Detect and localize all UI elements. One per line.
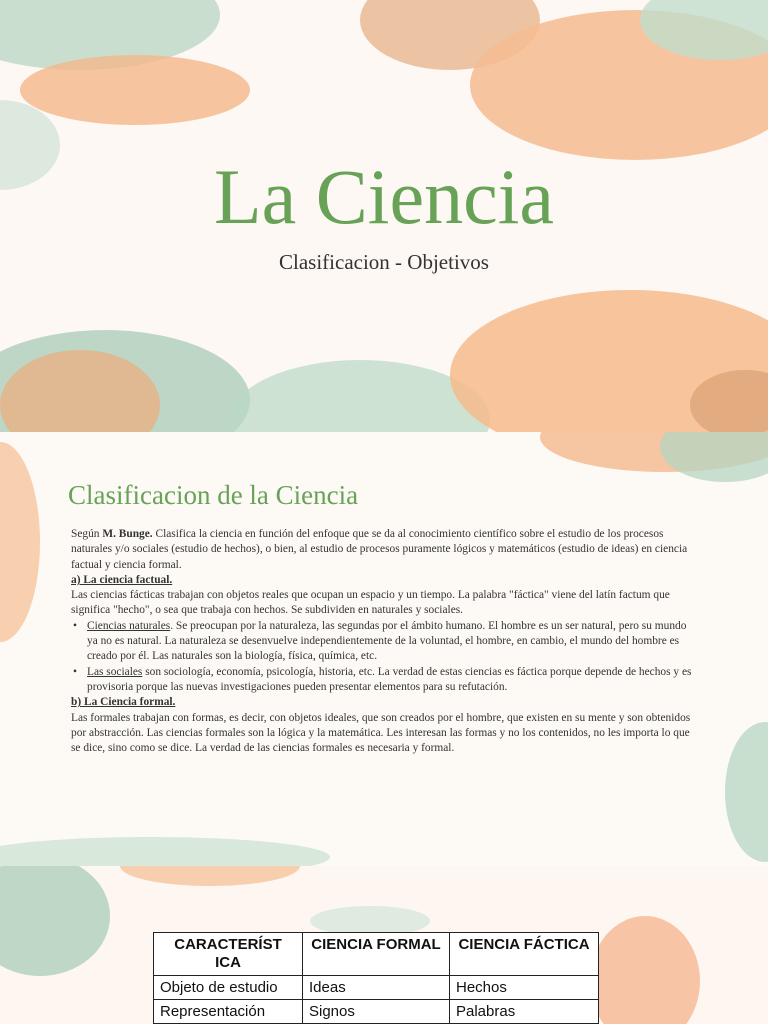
slide-title: La Ciencia xyxy=(214,153,554,240)
bullet-label: Las sociales xyxy=(87,665,143,678)
comparison-table xyxy=(153,932,599,1024)
header-cell: CIENCIA FÁCTICA xyxy=(450,933,599,976)
decor-blob xyxy=(20,55,250,125)
comparison-slide xyxy=(0,866,768,1024)
decor-blob xyxy=(0,837,330,866)
intro-prefix: Según xyxy=(71,528,103,540)
bullet-text: son sociología, economía, psicología, historia, etc. La verdad de estas ciencias es fáctica porque depende de hechos y es provisoria porque las nuevas investigaciones pueden presentar elementos para su refutación. xyxy=(87,665,692,693)
decor-blob xyxy=(660,432,768,482)
table-cell: Signos xyxy=(303,1000,450,1024)
table-cell: Palabras xyxy=(450,1000,599,1024)
classification-slide xyxy=(0,432,768,866)
table-cell: Ideas xyxy=(303,976,450,1000)
title-slide xyxy=(0,0,768,432)
body-text xyxy=(71,527,696,756)
list-item xyxy=(87,665,696,696)
decor-blob xyxy=(590,916,700,1024)
section-a-title: a) La ciencia factual. xyxy=(71,573,173,586)
table-row xyxy=(154,1000,599,1024)
slide-subtitle: Clasificacion - Objetivos xyxy=(279,250,489,274)
header-cell: CARACTERÍST ICA xyxy=(154,933,303,976)
decor-blob xyxy=(0,442,40,642)
section-a-text: Las ciencias fácticas trabajan con objetos reales que ocupan un espacio y un tiempo. La palabra "fáctica" viene del latín factum que significa "hecho", o sea que trabaja con hechos. Se subdividen en naturales y sociales. xyxy=(71,589,670,617)
intro-author: M. Bunge. xyxy=(102,528,153,540)
decor-blob xyxy=(0,866,110,976)
subdivision-list xyxy=(71,619,696,695)
table-cell: Hechos xyxy=(450,976,599,1000)
list-item xyxy=(87,619,696,665)
table-header-row xyxy=(154,933,599,976)
intro-text: Clasifica la ciencia en función del enfoque que se da al conocimiento científico sobre el estudio de los procesos naturales y/o sociales (estudio de hechos), o bien, al estudio de procesos puramente lógicos y matemáticos (estudio de ideas) en ciencia factual y ciencia formal. xyxy=(71,528,688,571)
header-cell: CIENCIA FORMAL xyxy=(303,933,450,976)
bullet-text: . Se preocupan por la naturaleza, las segundas por el ámbito humano. El hombre es un ser natural, pero su mundo ya no es natural. La naturaleza se desenvuelve independientemente de la voluntad, el hombre, en cambio, el mundo del hombre es creado por él. Las naturales son la biología, física, química, etc. xyxy=(87,619,687,663)
table-cell: Representación xyxy=(154,1000,303,1024)
table-row xyxy=(154,976,599,1000)
bullet-label: Ciencias naturales xyxy=(87,619,171,632)
section-b-text: Las formales trabajan con formas, es decir, con objetos ideales, que son creados por el hombre, que existen en su mente y son obtenidos por abstracción. Las ciencias formales son la lógica y la matemática. Les interesan las formas y no los contenidos, no les importa lo que se dice, sino como se dice. La verdad de las ciencias formales es necesaria y formal. xyxy=(71,711,691,755)
section-heading: Clasificacion de la Ciencia xyxy=(68,480,359,510)
section-b-title: b) La Ciencia formal. xyxy=(71,696,176,709)
table-cell: Objeto de estudio xyxy=(154,976,303,1000)
decor-blob xyxy=(120,866,300,886)
decor-blob xyxy=(725,722,768,862)
intro-paragraph xyxy=(71,527,696,573)
